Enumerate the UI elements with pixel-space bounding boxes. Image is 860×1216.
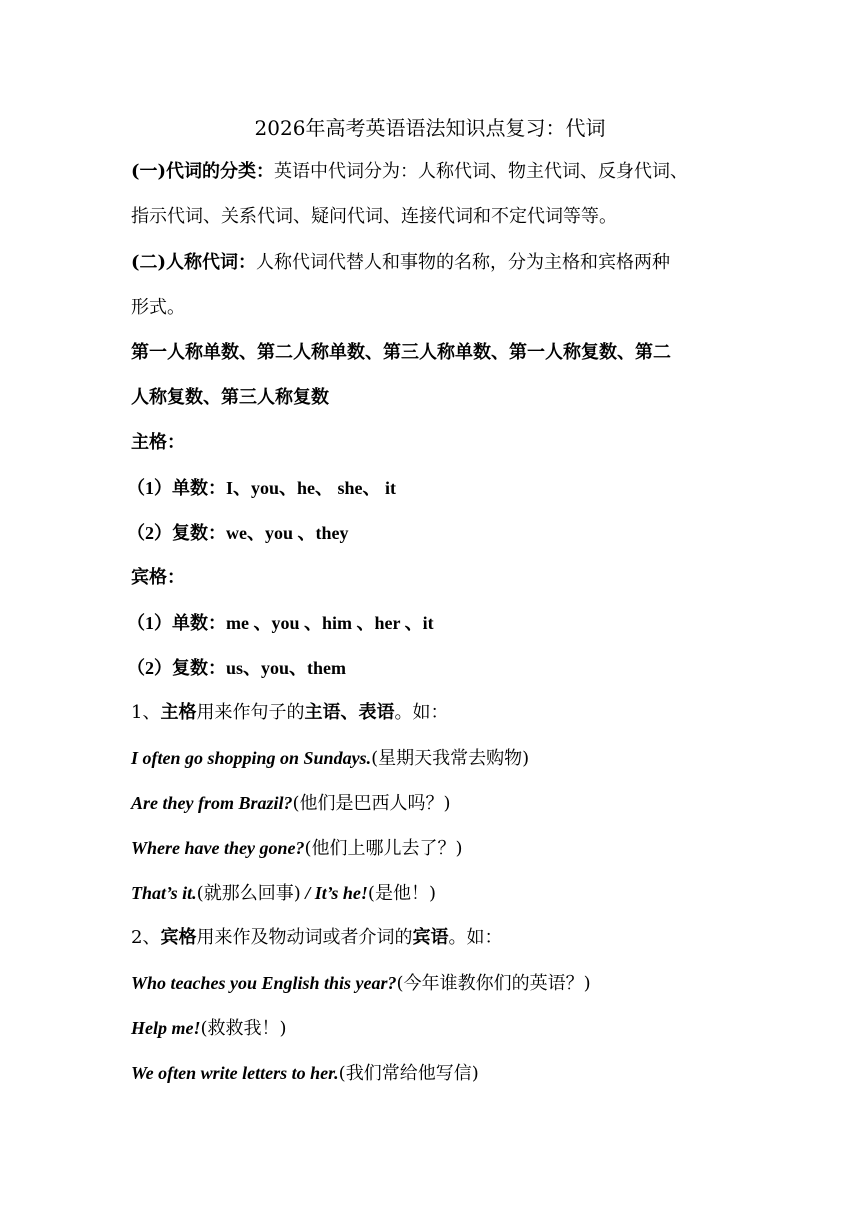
section-classification-heading: (一)代词的分类： [131, 161, 275, 182]
section-personal-pronouns-text-cont: 形式。 [131, 297, 185, 318]
example-english: Are they from Brazil? [131, 793, 293, 813]
example-translation: (他们是巴西人吗？) [292, 793, 451, 814]
example-sentence [131, 1061, 479, 1085]
rule-text: 。如： [394, 702, 449, 723]
example-english: I often go shopping on Sundays. [131, 748, 372, 768]
example-translation: (救救我！) [200, 1018, 287, 1039]
nominative-singular: （1）单数：I、you、he、 she、 it [127, 478, 397, 498]
example-english: It’s he! [314, 883, 368, 903]
example-sentence [131, 971, 591, 995]
example-sentence [131, 836, 463, 860]
page-title: 2026年高考英语语法知识点复习：代词 [254, 116, 606, 140]
section-personal-pronouns-heading: (二)人称代词： [131, 252, 257, 273]
objective-label: 宾格： [131, 567, 185, 588]
nominative-label: 主格： [131, 432, 185, 453]
rule-keyword: 宾语 [412, 927, 449, 948]
rule-text: 。如： [448, 927, 503, 948]
rule-number: 2、 [131, 927, 161, 948]
rule-objective [131, 926, 502, 950]
persons-list: 第一人称单数、第二人称单数、第三人称单数、第一人称复数、第二 [131, 342, 671, 363]
rule-nominative [131, 701, 448, 725]
section-personal-pronouns [131, 251, 670, 275]
rule-text: 用来作及物动词或者介词的 [196, 927, 413, 948]
example-sentence [131, 746, 529, 770]
section-classification-text-cont: 指示代词、关系代词、疑问代词、连接代词和不定代词等等。 [131, 206, 617, 227]
example-english: That’s it. [131, 883, 197, 903]
example-english: Who teaches you English this year? [131, 973, 397, 993]
rule-text: 用来作句子的 [196, 702, 305, 723]
rule-keyword: 主语、表语 [304, 702, 395, 723]
rule-keyword: 主格 [160, 702, 197, 723]
section-personal-pronouns-text: 人称代词代替人和事物的名称，分为主格和宾格两种 [256, 252, 671, 273]
section-classification-text: 英语中代词分为：人称代词、物主代词、反身代词、 [274, 161, 689, 182]
example-sentence [131, 881, 436, 905]
nominative-plural: （2）复数：we、you 、they [127, 523, 349, 543]
example-translation: (是他！) [367, 883, 436, 904]
objective-singular: （1）单数：me 、you 、him 、her 、it [127, 613, 434, 633]
rule-number: 1、 [131, 702, 161, 723]
rule-keyword: 宾格 [160, 927, 197, 948]
example-sentence [131, 791, 451, 815]
example-translation: (我们常给他写信) [338, 1063, 479, 1084]
example-translation: (今年谁教你们的英语？) [396, 973, 591, 994]
example-translation: (星期天我常去购物) [371, 748, 530, 769]
example-translation: (就那么回事) [196, 883, 301, 904]
example-separator: / [300, 883, 315, 903]
objective-plural: （2）复数：us、you、them [127, 658, 347, 678]
example-english: We often write letters to her. [131, 1063, 339, 1083]
example-translation: (他们上哪儿去了？) [304, 838, 463, 859]
example-sentence [131, 1016, 287, 1040]
example-english: Help me! [131, 1018, 201, 1038]
section-classification [131, 160, 688, 184]
persons-list-cont: 人称复数、第三人称复数 [131, 387, 329, 408]
example-english: Where have they gone? [131, 838, 305, 858]
